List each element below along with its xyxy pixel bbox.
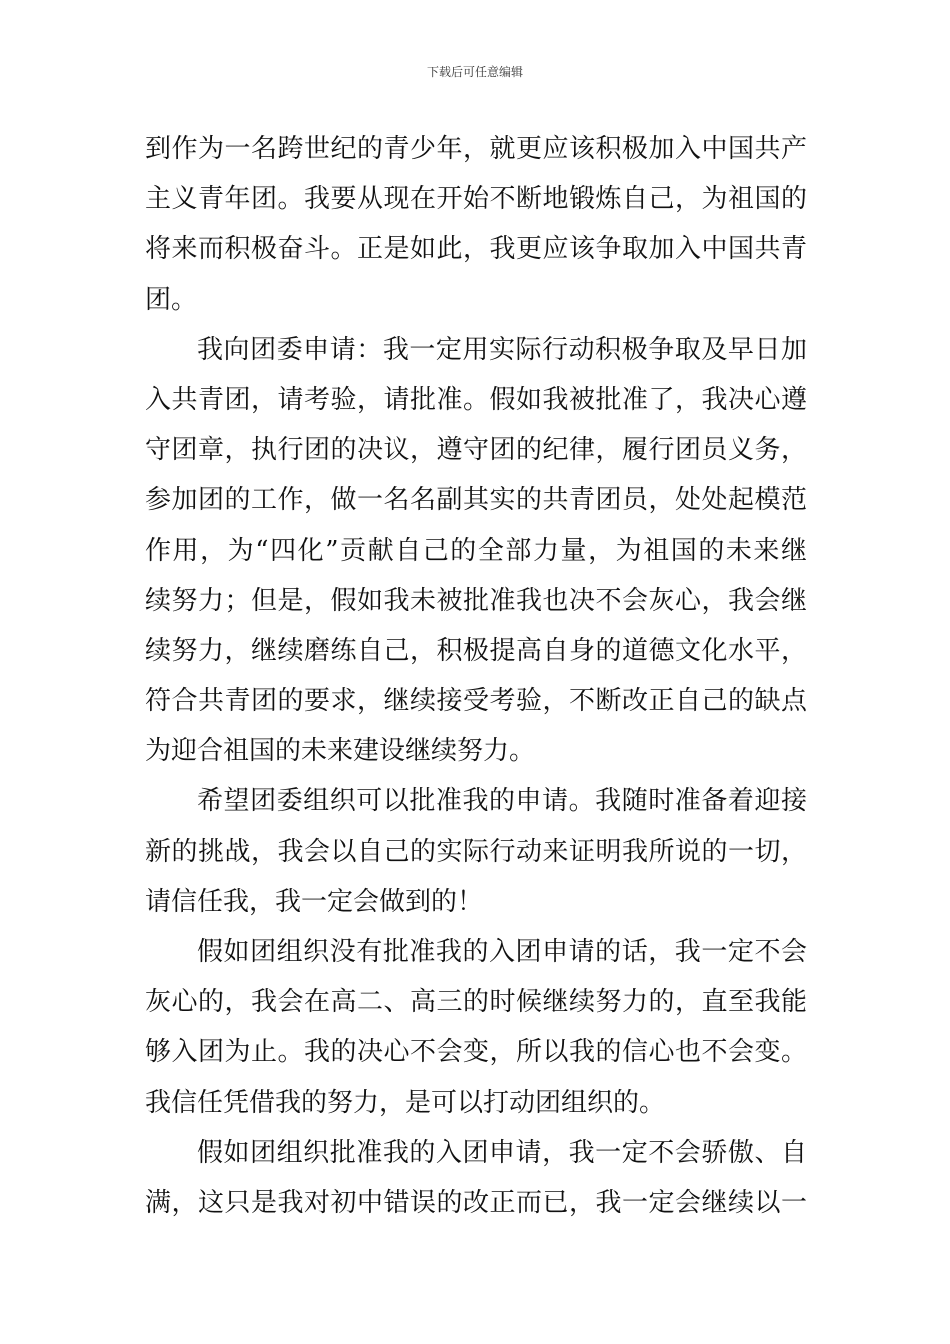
text-line: 团。: [145, 284, 198, 315]
text-line: 我向团委申请：我一定用实际行动积极争取及早日加: [197, 334, 807, 365]
text-line: 守团章，执行团的决议，遵守团的纪律，履行团员义务，: [145, 435, 807, 466]
text-line: 希望团委组织可以批准我的申请。我随时准备着迎接: [197, 786, 807, 817]
text-line: 灰心的，我会在高二、高三的时候继续努力的，直至我能: [145, 987, 807, 1018]
text-line: 为迎合祖国的未来建设继续努力。: [145, 736, 536, 767]
page-header: 下载后可任意编辑: [426, 65, 523, 79]
text-line: 到作为一名跨世纪的青少年，就更应该积极加入中国共产: [145, 134, 807, 164]
text-line: 假如团组织没有批准我的入团申请的话，我一定不会: [197, 937, 807, 967]
text-line: 参加团的工作，做一名名副其实的共青团员，处处起模范: [145, 485, 807, 516]
text-line: 符合共青团的要求，继续接受考验，不断改正自己的缺点: [145, 686, 807, 717]
text-line: 作用，为“四化”贡献自己的全部力量，为祖国的未来继: [145, 535, 807, 566]
body-text: [145, 124, 807, 1228]
text-line: 我信任凭借我的努力，是可以打动团组织的。: [145, 1087, 666, 1118]
text-line: 主义青年团。我要从现在开始不断地锻炼自己，为祖国的: [145, 184, 807, 215]
text-line: 假如团组织批准我的入团申请，我一定不会骄傲、自: [197, 1137, 807, 1168]
text-line: 续努力，继续磨练自己，积极提高自身的道德文化水平，: [145, 635, 807, 666]
text-line: 请信任我，我一定会做到的！: [145, 886, 484, 917]
text-line: 满，这只是我对初中错误的改正而已，我一定会继续以一: [145, 1187, 807, 1218]
text-line: 入共青团，请考验，请批准。假如我被批准了，我决心遵: [145, 384, 807, 415]
text-line: 够入团为止。我的决心不会变，所以我的信心也不会变。: [145, 1037, 807, 1068]
text-line: 新的挑战，我会以自己的实际行动来证明我所说的一切，: [145, 836, 807, 867]
text-line: 续努力；但是，假如我未被批准我也决不会灰心，我会继: [145, 585, 807, 616]
text-line: 将来而积极奋斗。正是如此，我更应该争取加入中国共青: [145, 234, 807, 265]
